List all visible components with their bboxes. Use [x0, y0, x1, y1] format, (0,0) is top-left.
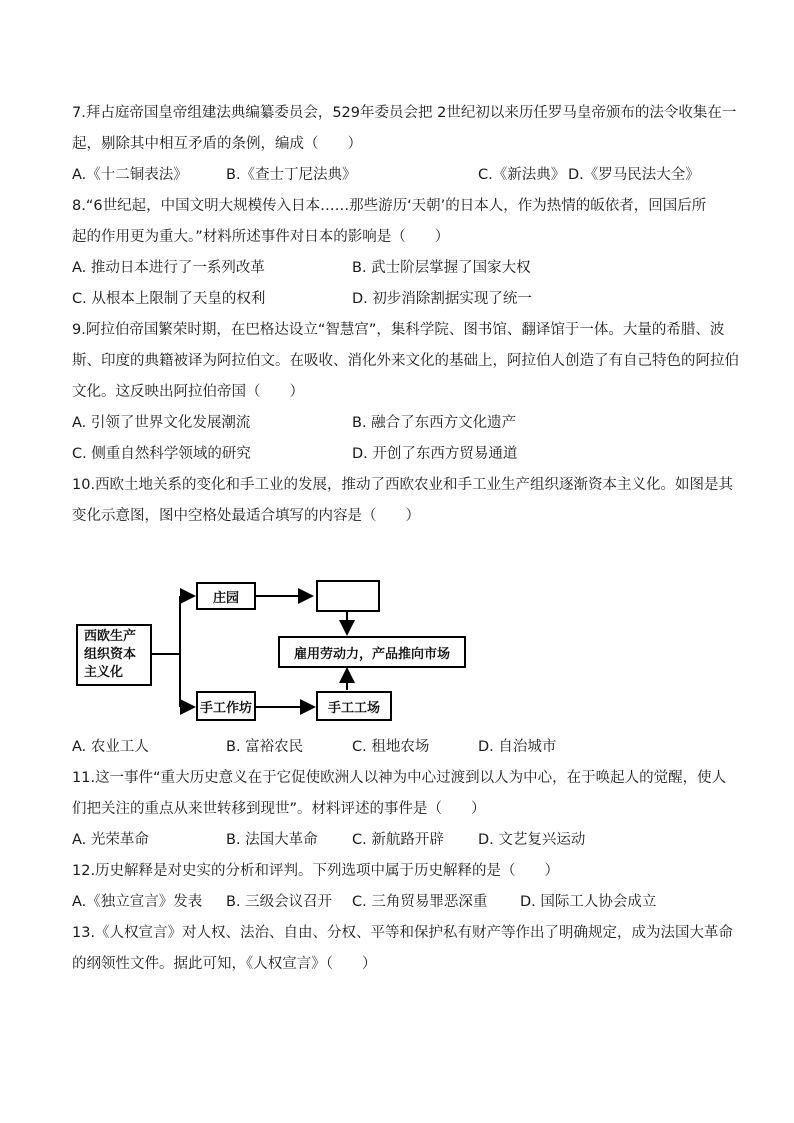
q10-option-c[interactable]: C. 租地农场 — [352, 739, 430, 755]
q12-stem-line1: 12.历史解释是对史实的分析和评判。下列选项中属于历史解释的是（ ） — [72, 863, 560, 879]
q8-stem-line2: 起的作用更为重大。”材料所述事件对日本的影响是（ ） — [72, 229, 450, 245]
q11-stem-line2: 们把关注的重点从来世转移到现世”。材料评述的事件是（ ） — [72, 801, 486, 817]
q7-option-a[interactable]: A.《十二铜表法》 — [72, 167, 188, 183]
q11-option-b[interactable]: B. 法国大革命 — [226, 832, 318, 848]
q8-option-d[interactable]: D. 初步消除割据实现了统一 — [352, 291, 532, 307]
q9-stem-line3: 文化。这反映出阿拉伯帝国（ ） — [72, 384, 304, 400]
diagram-box-manor: 庄园 — [196, 582, 256, 610]
q8-option-c[interactable]: C. 从根本上限制了天皇的权利 — [72, 291, 266, 307]
q8-option-b[interactable]: B. 武士阶层掌握了国家大权 — [352, 260, 531, 276]
q13-stem-line1: 13.《人权宣言》对人权、法治、自由、分权、平等和保护私有财产等作出了明确规定，成为法国大革命 — [72, 925, 734, 941]
q10-option-b[interactable]: B. 富裕农民 — [226, 739, 304, 755]
q10-stem-line1: 10.西欧土地关系的变化和手工业的发展，推动了西欧农业和手工业生产组织逐渐资本主义化。如图是其 — [72, 477, 734, 493]
q12-option-b[interactable]: B. 三级会议召开 — [226, 894, 333, 910]
q9-option-d[interactable]: D. 开创了东西方贸易通道 — [352, 446, 518, 462]
q10-option-a[interactable]: A. 农业工人 — [72, 739, 149, 755]
q7-stem-line2: 起，剔除其中相互矛盾的条例，编成（ ） — [72, 136, 362, 152]
diagram-box-workshop: 手工作坊 — [196, 691, 256, 721]
q9-stem-line1: 9.阿拉伯帝国繁荣时期，在巴格达设立“智慧宫”，集科学院、图书馆、翻译馆于一体。大量的希腊、波 — [72, 322, 725, 338]
q8-option-a[interactable]: A. 推动日本进行了一系列改革 — [72, 260, 265, 276]
q12-option-a[interactable]: A.《独立宣言》发表 — [72, 894, 203, 910]
q9-option-c[interactable]: C. 侧重自然科学领域的研究 — [72, 446, 251, 462]
q7-stem-line1: 7.拜占庭帝国皇帝组建法典编纂委员会，529年委员会把 2世纪初以来历任罗马皇帝颁布的法令收集在一 — [72, 105, 737, 121]
q11-option-c[interactable]: C. 新航路开辟 — [352, 832, 444, 848]
q7-option-c[interactable]: C.《新法典》 — [478, 167, 566, 183]
diagram-box-blank — [316, 580, 380, 612]
q11-stem-line1: 11.这一事件“重大历史意义在于它促使欧洲人以神为中心过渡到以人为中心，在于唤起人的觉醒，使人 — [72, 770, 727, 786]
diagram-box-capitalization: 西欧生产 组织资本 主义化 — [76, 624, 152, 686]
diagram-box-factory: 手工工场 — [316, 691, 392, 721]
q11-option-d[interactable]: D. 文艺复兴运动 — [478, 832, 586, 848]
q9-option-b[interactable]: B. 融合了东西方文化遗产 — [352, 415, 517, 431]
q8-stem-line1: 8.“6世纪起，中国文明大规模传入日本……那些游历‘天朝’的日本人，作为热情的皈依者，回国后所 — [72, 198, 707, 214]
q7-option-b[interactable]: B.《查士丁尼法典》 — [226, 167, 357, 183]
q10-stem-line2: 变化示意图，图中空格处最适合填写的内容是（ ） — [72, 508, 420, 524]
q11-option-a[interactable]: A. 光荣革命 — [72, 832, 149, 848]
q12-option-c[interactable]: C. 三角贸易罪恶深重 — [352, 894, 488, 910]
q10-option-d[interactable]: D. 自治城市 — [478, 739, 557, 755]
q12-option-d[interactable]: D. 国际工人协会成立 — [520, 894, 657, 910]
q9-stem-line2: 斯、印度的典籍被译为阿拉伯文。在吸收、消化外来文化的基础上，阿拉伯人创造了有自己特色的阿拉伯 — [72, 353, 739, 369]
q10-flow-diagram — [72, 560, 492, 730]
q7-option-d[interactable]: D.《罗马民法大全》 — [568, 167, 700, 183]
q13-stem-line2: 的纲领性文件。据此可知，《人权宣言》（ ） — [72, 956, 377, 972]
diagram-box-wage-labor-market: 雇用劳动力，产品推向市场 — [278, 636, 466, 668]
q9-option-a[interactable]: A. 引领了世界文化发展潮流 — [72, 415, 251, 431]
